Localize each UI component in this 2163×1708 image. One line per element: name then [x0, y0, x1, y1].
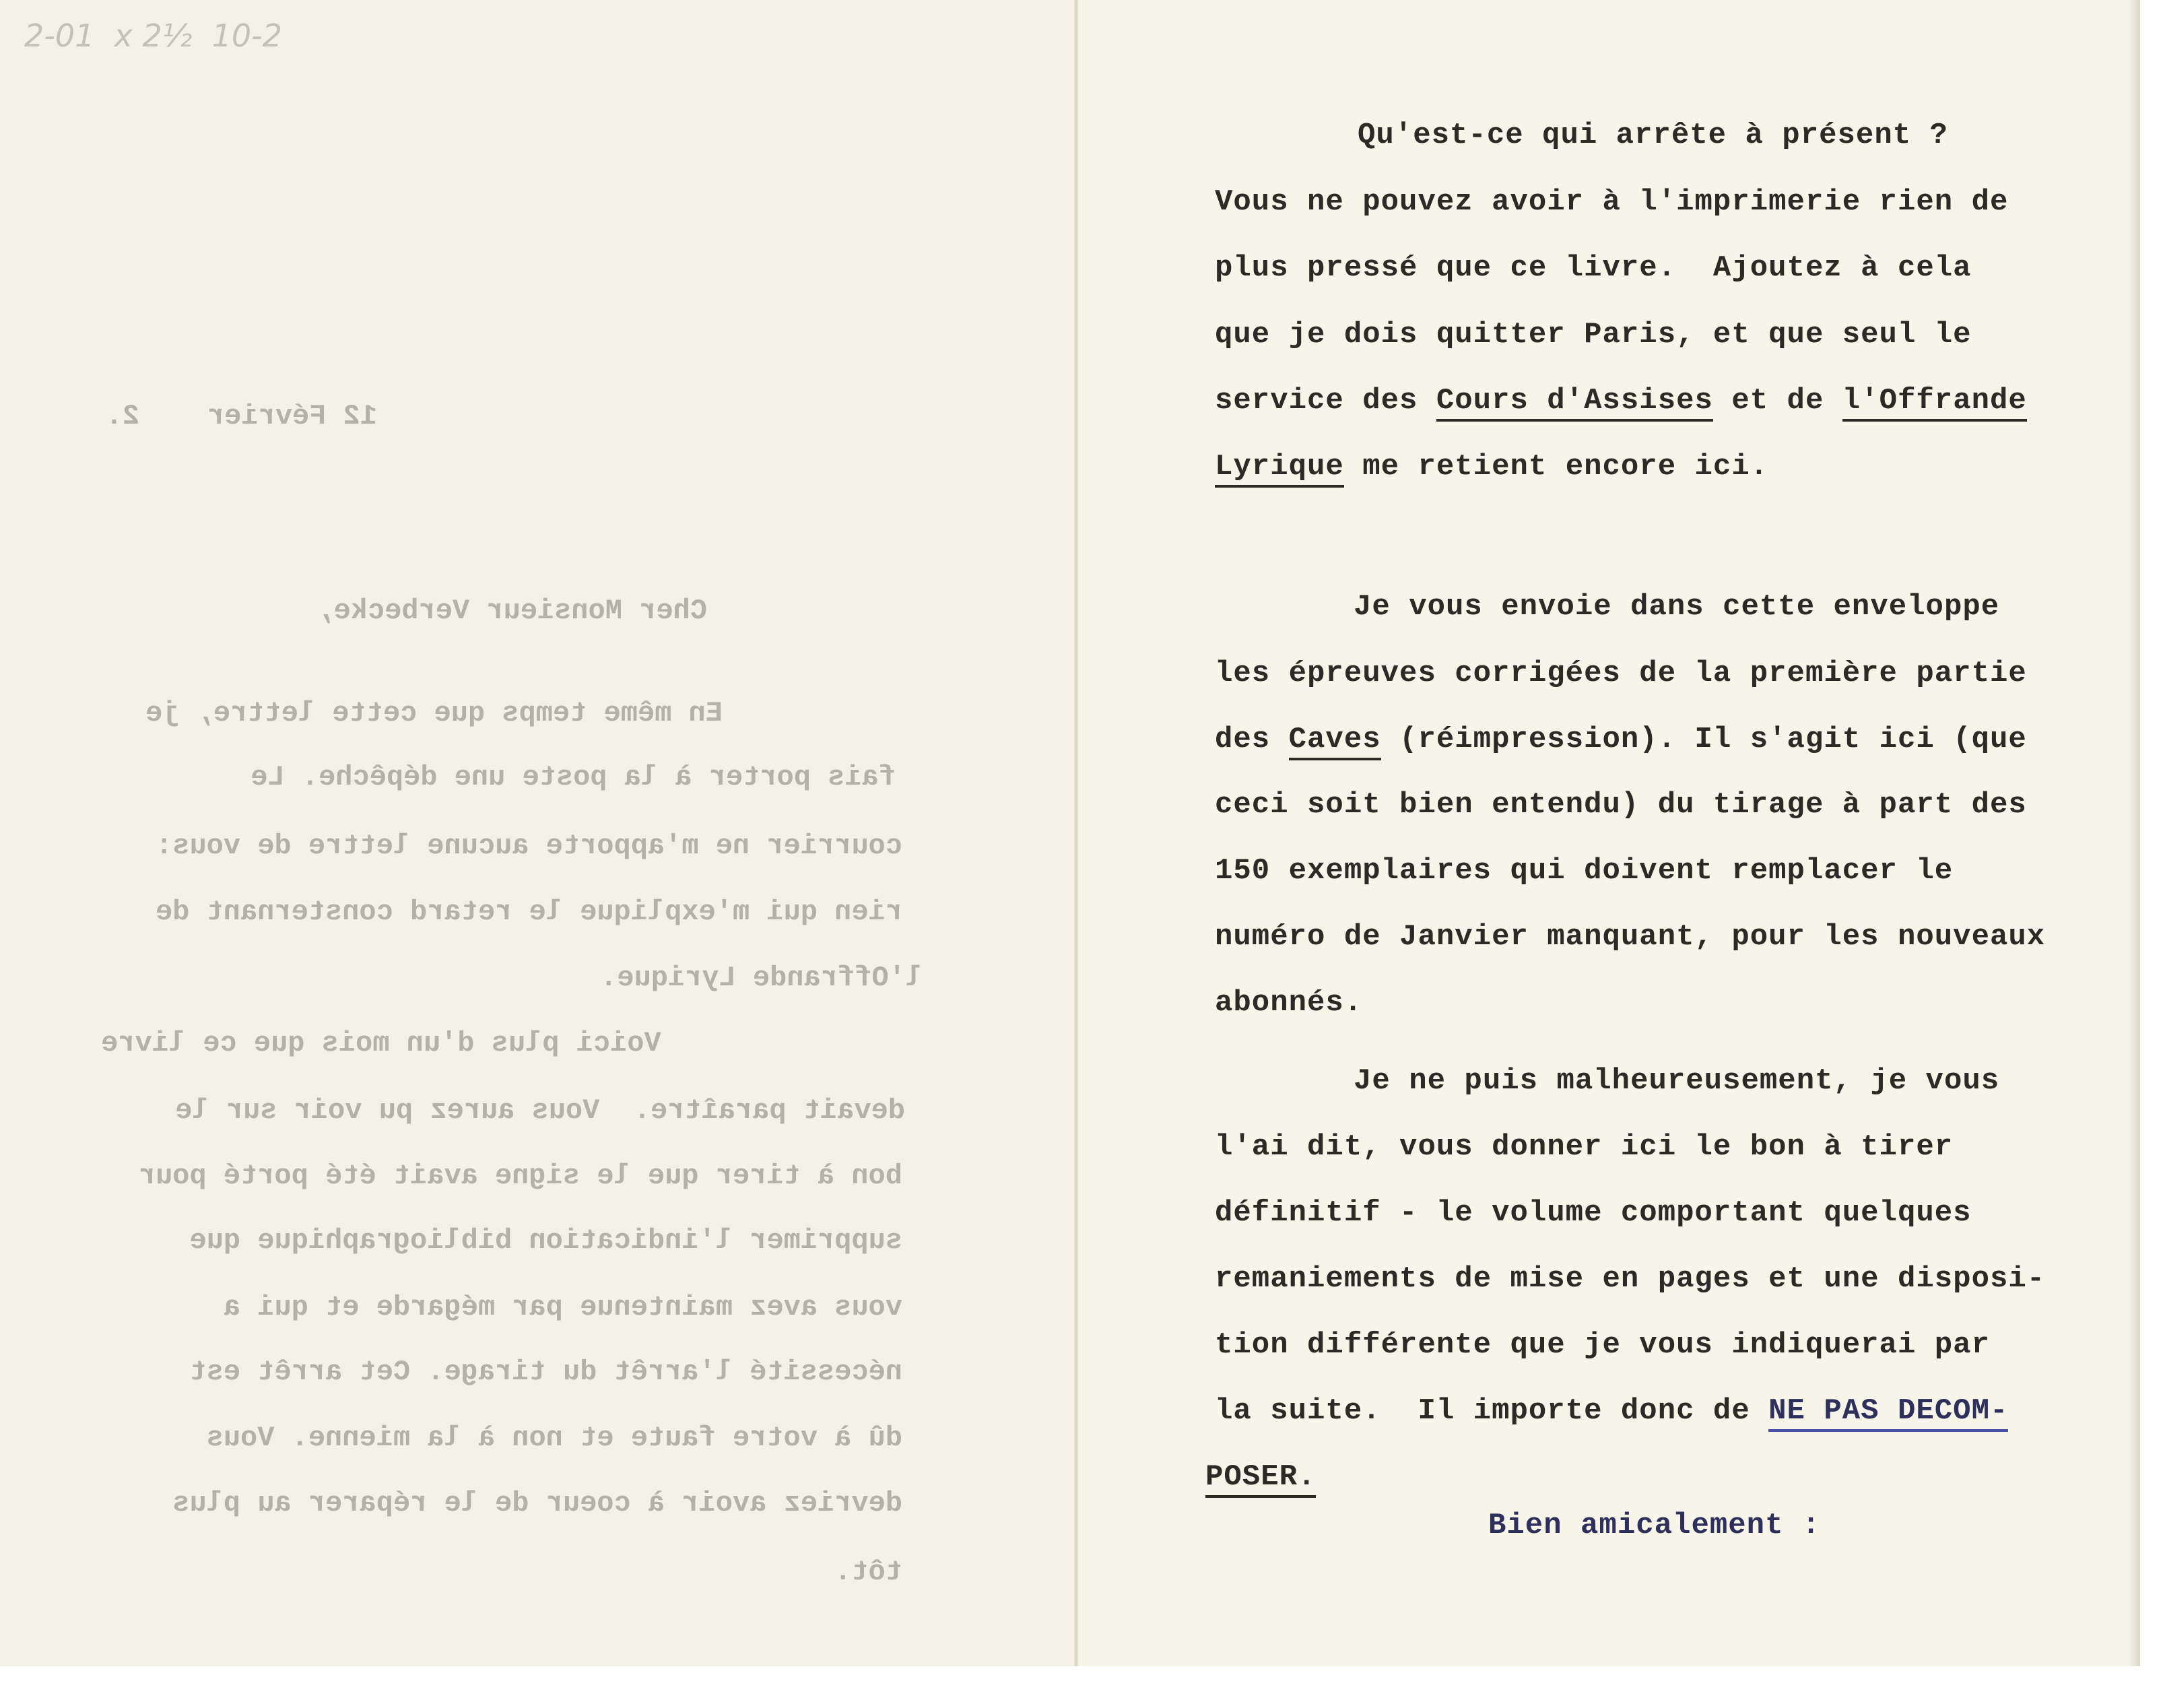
- letter-line: définitif - le volume comportant quelques: [1215, 1196, 1972, 1230]
- letter-line: Lyrique me retient encore ici.: [1215, 450, 1768, 484]
- underlined-title-cours-d-assises: Cours d'Assises: [1436, 384, 1713, 422]
- letter-line: numéro de Janvier manquant, pour les nouveaux: [1215, 920, 2046, 954]
- underlined-title-lyrique: Lyrique: [1215, 450, 1344, 488]
- mirrored-salutation: Cher Monsieur Verbecke,: [317, 595, 707, 627]
- underlined-title-offrande: l'Offrande: [1842, 384, 2027, 422]
- mirrored-line: rien qui m'explique le retard consternant de: [156, 896, 902, 928]
- pencil-note: 2-01 x 2½ 10-2: [24, 18, 282, 54]
- letter-line: Qu'est-ce qui arrête à présent ?: [1358, 119, 1948, 152]
- mirrored-line: dû à votre faute et non à la mienne. Vous: [206, 1422, 902, 1454]
- letter-line: abonnés.: [1215, 986, 1363, 1020]
- letter-line: l'ai dit, vous donner ici le bon à tirer: [1215, 1130, 1954, 1164]
- letter-line: 150 exemplaires qui doivent remplacer le: [1215, 854, 1954, 888]
- mirrored-line: l'Offrande Lyrique.: [600, 962, 923, 994]
- mirrored-line: tôt.: [834, 1556, 902, 1588]
- mirrored-line: fais porter à la poste une dépêche. Le: [251, 761, 896, 793]
- letter-line: Je vous envoie dans cette enveloppe: [1354, 590, 2000, 624]
- mirrored-line: vous avez maintenue par mégarde et qui a: [223, 1291, 902, 1323]
- mirrored-line: En même temps que cette lettre, je: [145, 697, 723, 729]
- mirrored-line: bon à tirer que le signe avait été porté pour: [138, 1160, 902, 1192]
- paper-edge: [2128, 0, 2140, 1666]
- letter-line: service des Cours d'Assises et de l'Offrande: [1215, 384, 2027, 418]
- closing-line: Bien amicalement :: [1488, 1509, 1821, 1542]
- page-fold: [1073, 0, 1079, 1666]
- mirrored-line: Voici plus d'un mois que ce livre: [101, 1027, 661, 1059]
- emphasis-ne-pas-decomposer: NE PAS DECOM-: [1768, 1394, 2008, 1432]
- letter-line: que je dois quitter Paris, et que seul le: [1215, 318, 1972, 352]
- mirrored-line: supprimer l'indication bibliographique que: [189, 1224, 902, 1257]
- letter-line: des Caves (réimpression). Il s'agit ici (que: [1215, 723, 2027, 756]
- letter-line: les épreuves corrigées de la première partie: [1215, 657, 2027, 690]
- mirrored-line: devriez avoir à coeur de le réparer au plus: [172, 1487, 902, 1519]
- mirrored-line: devait paraître. Vous aurez pu voir sur le: [175, 1094, 905, 1127]
- underlined-title-caves: Caves: [1289, 723, 1381, 760]
- mirrored-date: 12 Février 2.: [105, 400, 377, 432]
- letter-line: la suite. Il importe donc de NE PAS DECOM-: [1215, 1394, 2008, 1428]
- letter-line: plus pressé que ce livre. Ajoutez à cela: [1215, 251, 1972, 285]
- letter-line: tion différente que je vous indiquerai par: [1215, 1328, 1990, 1362]
- letter-line: Vous ne pouvez avoir à l'imprimerie rien de: [1215, 185, 2009, 219]
- letter-line: [1205, 1460, 1316, 1494]
- letter-line: remaniements de mise en pages et une disposi-: [1215, 1262, 2046, 1296]
- mirrored-line: nécessité l'arrêt du tirage. Cet arrêt est: [189, 1356, 902, 1388]
- letter-line: Je ne puis malheureusement, je vous: [1354, 1064, 2000, 1098]
- letter-line: ceci soit bien entendu) du tirage à part des: [1215, 788, 2027, 822]
- mirrored-line: courrier ne m'apporte aucune lettre de vous:: [156, 830, 902, 862]
- emphasis-poser: POSER.: [1205, 1460, 1316, 1498]
